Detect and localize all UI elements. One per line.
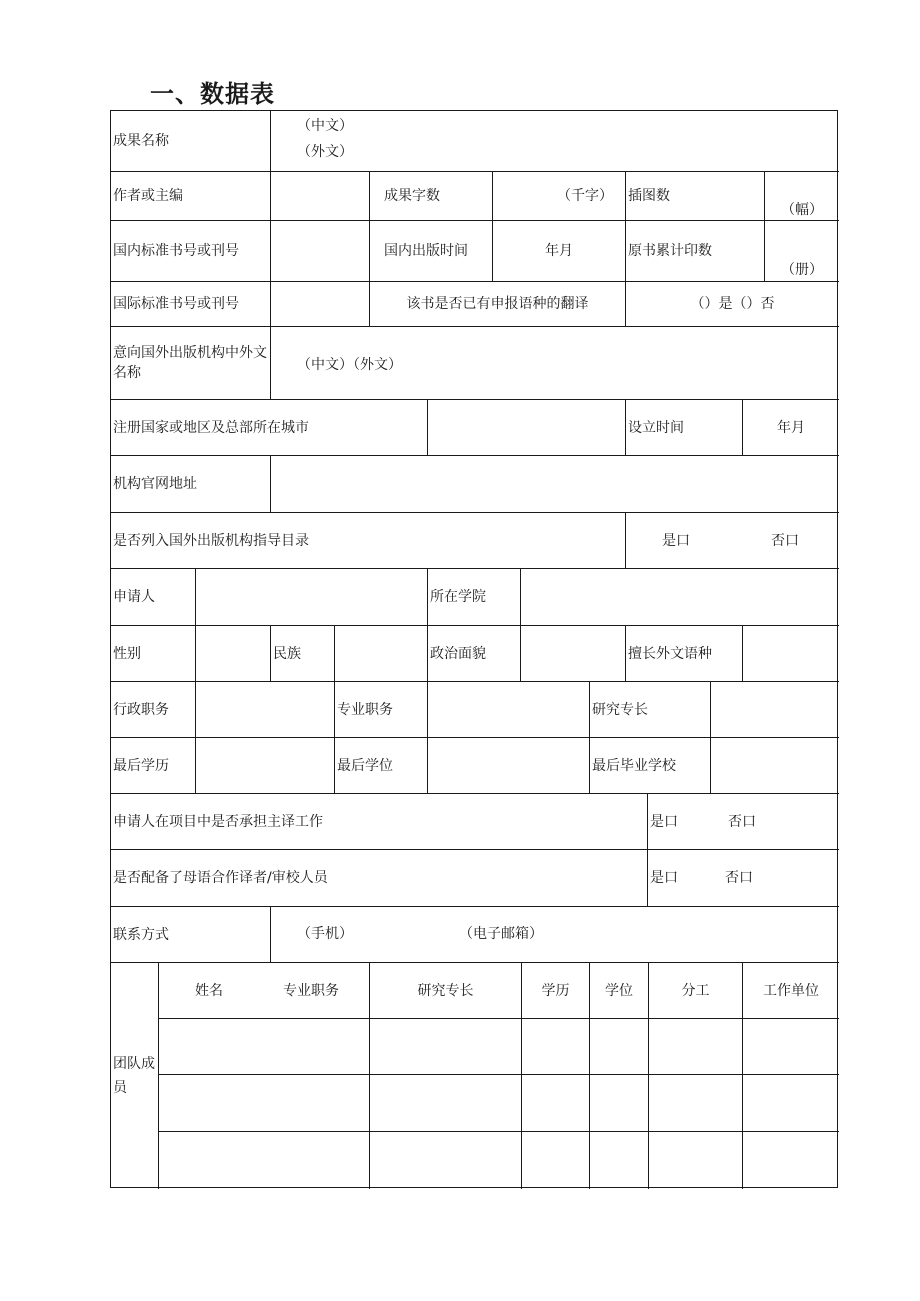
team-header-education: 学历 — [522, 963, 590, 1019]
team-row-1-degree[interactable] — [590, 1019, 649, 1075]
team-row-2-research[interactable] — [370, 1075, 522, 1132]
intl-isbn-label: 国际标准书号或刊号 — [111, 282, 271, 327]
team-row-2-name-duty[interactable] — [159, 1075, 370, 1132]
directory-options[interactable] — [626, 513, 839, 569]
domestic-isbn-label: 国内标准书号或刊号 — [111, 221, 271, 282]
degree-label: 最后学位 — [335, 738, 428, 794]
professional-duty-label: 专业职务 — [335, 682, 428, 738]
research-label: 研究专长 — [590, 682, 711, 738]
school-field[interactable] — [711, 738, 839, 794]
admin-duty-field[interactable] — [196, 682, 335, 738]
author-field[interactable] — [271, 172, 370, 221]
team-row-2-employer[interactable] — [743, 1075, 839, 1132]
data-form — [110, 110, 838, 1188]
education-field[interactable] — [196, 738, 335, 794]
gender-field[interactable] — [196, 626, 271, 682]
native-partner-label: 是否配备了母语合作译者/审校人员 — [111, 850, 648, 907]
team-row-3-name-duty[interactable] — [159, 1132, 370, 1189]
translated-options[interactable]: （）是（）否 — [626, 282, 839, 327]
native-partner-yes[interactable]: 是口 — [650, 870, 678, 886]
team-row-1-name-duty[interactable] — [159, 1019, 370, 1075]
intl-isbn-field[interactable] — [271, 282, 370, 327]
team-header-research: 研究专长 — [370, 963, 522, 1019]
publisher-value: （中文）（外文） — [297, 357, 402, 373]
main-translation-label: 申请人在项目中是否承担主译工作 — [111, 794, 648, 850]
publisher-label: 意向国外出版机构中外文名称 — [111, 327, 271, 400]
research-field[interactable] — [711, 682, 839, 738]
contact-email: （电子邮箱） — [459, 926, 543, 942]
school-label: 最后毕业学校 — [590, 738, 711, 794]
publisher-field[interactable] — [271, 327, 839, 400]
registration-label: 注册国家或地区及总部所在城市 — [111, 400, 428, 456]
applicant-label: 申请人 — [111, 569, 196, 626]
political-field[interactable] — [521, 626, 626, 682]
ethnicity-field[interactable] — [335, 626, 428, 682]
main-translation-no[interactable]: 否口 — [728, 814, 756, 830]
native-partner-no[interactable]: 否口 — [725, 870, 753, 886]
illustrations-field[interactable] — [765, 172, 839, 221]
directory-label: 是否列入国外出版机构指导目录 — [111, 513, 626, 569]
contact-label: 联系方式 — [111, 907, 271, 963]
native-partner-options[interactable] — [648, 850, 839, 907]
directory-no[interactable]: 否口 — [771, 533, 799, 549]
ethnicity-label: 民族 — [271, 626, 335, 682]
word-count-unit: （千字） — [557, 188, 613, 204]
illustrations-unit: （幅） — [781, 202, 823, 218]
achievement-name-foreign: （外文） — [297, 144, 353, 160]
applicant-field[interactable] — [196, 569, 428, 626]
illustrations-label: 插图数 — [626, 172, 765, 221]
political-label: 政治面貌 — [428, 626, 521, 682]
team-header-role: 分工 — [649, 963, 743, 1019]
team-row-1-employer[interactable] — [743, 1019, 839, 1075]
degree-field[interactable] — [428, 738, 590, 794]
domestic-isbn-field[interactable] — [271, 221, 370, 282]
team-row-1-research[interactable] — [370, 1019, 522, 1075]
team-row-3-education[interactable] — [522, 1132, 590, 1189]
author-label: 作者或主编 — [111, 172, 271, 221]
main-translation-yes[interactable]: 是口 — [650, 814, 678, 830]
college-label: 所在学院 — [428, 569, 521, 626]
contact-phone: （手机） — [297, 926, 353, 942]
education-label: 最后学历 — [111, 738, 196, 794]
professional-duty-field[interactable] — [428, 682, 590, 738]
contact-field[interactable] — [271, 907, 839, 963]
domestic-pub-time-label: 国内出版时间 — [370, 221, 493, 282]
print-count-label: 原书累计印数 — [626, 221, 765, 282]
team-row-1-role[interactable] — [649, 1019, 743, 1075]
team-row-2-role[interactable] — [649, 1075, 743, 1132]
website-field[interactable] — [271, 456, 839, 513]
team-row-2-education[interactable] — [522, 1075, 590, 1132]
established-field[interactable]: 年月 — [743, 400, 839, 456]
college-field[interactable] — [521, 569, 839, 626]
team-header-name: 姓名 — [195, 983, 223, 999]
website-label: 机构官网地址 — [111, 456, 271, 513]
team-row-3-employer[interactable] — [743, 1132, 839, 1189]
word-count-field[interactable] — [493, 172, 626, 221]
language-field[interactable] — [743, 626, 839, 682]
team-row-3-degree[interactable] — [590, 1132, 649, 1189]
print-count-field[interactable] — [765, 221, 839, 282]
team-label: 团队成员 — [111, 963, 159, 1189]
admin-duty-label: 行政职务 — [111, 682, 196, 738]
print-count-unit: （册） — [781, 262, 823, 278]
team-row-2-degree[interactable] — [590, 1075, 649, 1132]
team-header-degree: 学位 — [590, 963, 649, 1019]
team-header-employer: 工作单位 — [743, 963, 839, 1019]
achievement-name-label: 成果名称 — [111, 111, 271, 172]
page-title: 一、数据表 — [150, 80, 275, 108]
word-count-label: 成果字数 — [370, 172, 493, 221]
established-label: 设立时间 — [626, 400, 743, 456]
team-row-1-education[interactable] — [522, 1019, 590, 1075]
team-row-3-role[interactable] — [649, 1132, 743, 1189]
language-label: 擅长外文语种 — [626, 626, 743, 682]
domestic-pub-time-field[interactable]: 年月 — [493, 221, 626, 282]
achievement-name-zh: （中文） — [297, 118, 353, 134]
team-row-3-research[interactable] — [370, 1132, 522, 1189]
directory-yes[interactable]: 是口 — [662, 533, 690, 549]
achievement-name-field[interactable] — [271, 111, 839, 172]
gender-label: 性别 — [111, 626, 196, 682]
translated-question: 该书是否已有申报语种的翻译 — [370, 282, 626, 327]
team-header-duty: 专业职务 — [283, 983, 339, 999]
team-header-name-duty — [159, 963, 370, 1019]
registration-field[interactable] — [428, 400, 626, 456]
main-translation-options[interactable] — [648, 794, 839, 850]
